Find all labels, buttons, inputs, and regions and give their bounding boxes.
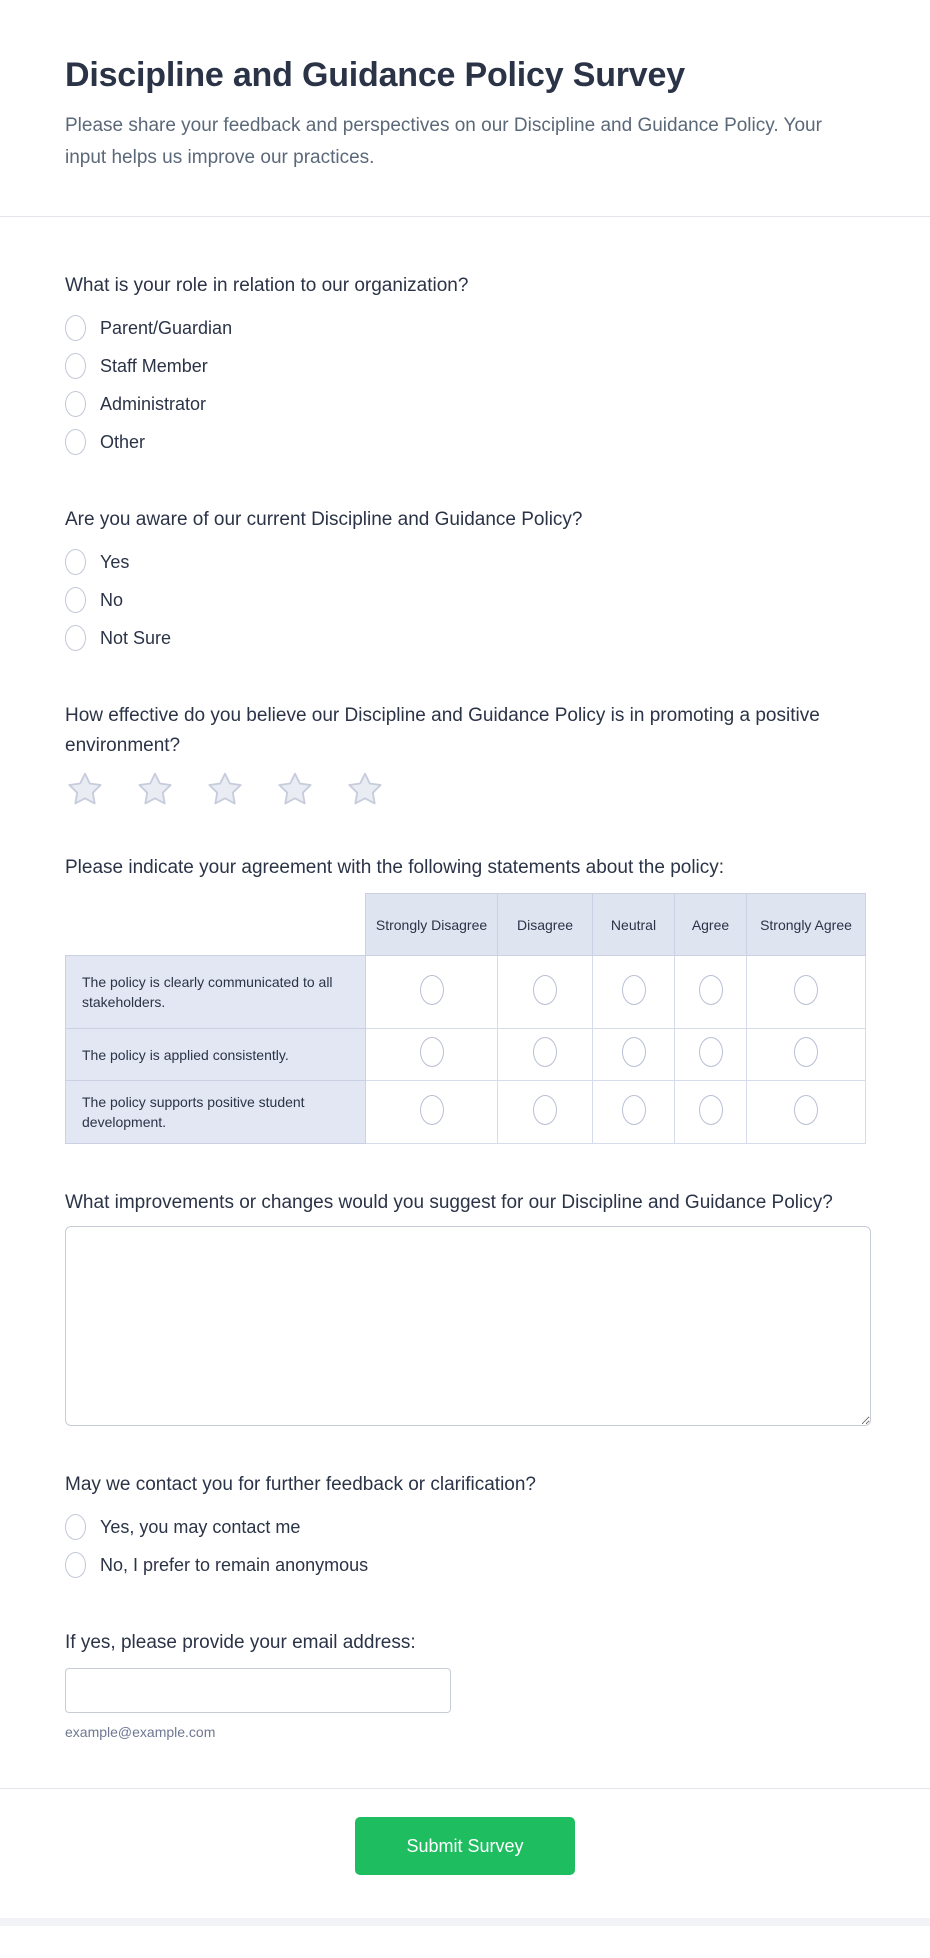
email-sublabel: example@example.com [65, 1724, 216, 1740]
matrix-cell [675, 956, 747, 1029]
matrix-cell [366, 1081, 498, 1144]
radio-option[interactable] [65, 385, 865, 423]
option-label: Parent/Guardian [100, 317, 233, 338]
matrix-radio-button[interactable] [420, 1037, 444, 1067]
bottom-strip [0, 1918, 930, 1926]
matrix-radio-button[interactable] [622, 1037, 646, 1067]
submit-section [0, 1789, 930, 1918]
matrix-cell [747, 956, 866, 1029]
matrix-cell [498, 1081, 593, 1144]
matrix-column-header: Strongly Agree [747, 894, 866, 956]
radio-button[interactable] [65, 625, 86, 651]
submit-button[interactable]: Submit Survey [355, 1817, 575, 1875]
question-awareness [65, 505, 865, 657]
matrix-cell [747, 1029, 866, 1081]
question-improvements [65, 1188, 865, 1426]
radio-option[interactable] [65, 1546, 865, 1584]
suggestions-textarea[interactable] [65, 1226, 871, 1426]
radio-group-contact [65, 1508, 865, 1584]
matrix-radio-button[interactable] [794, 975, 818, 1005]
question-email [65, 1628, 865, 1741]
form-header [0, 0, 930, 216]
question-label: What improvements or changes would you suggest for our Discipline and Guidance Policy? [65, 1192, 833, 1213]
matrix-radio-button[interactable] [699, 975, 723, 1005]
matrix-radio-button[interactable] [420, 975, 444, 1005]
star-rating [65, 769, 865, 809]
radio-option[interactable] [65, 543, 865, 581]
radio-option[interactable] [65, 619, 865, 657]
question-label: Please indicate your agreement with the following statements about the policy: [65, 857, 725, 878]
matrix-cell [498, 956, 593, 1029]
matrix-radio-button[interactable] [622, 975, 646, 1005]
radio-button[interactable] [65, 1514, 86, 1540]
matrix-radio-button[interactable] [420, 1095, 444, 1125]
question-label: If yes, please provide your email address: [65, 1632, 416, 1653]
option-label: No [100, 589, 124, 610]
matrix-cell [366, 1029, 498, 1081]
matrix-radio-button[interactable] [622, 1095, 646, 1125]
matrix-radio-button[interactable] [794, 1037, 818, 1067]
matrix-column-header: Neutral [593, 894, 675, 956]
matrix-table [65, 893, 865, 1144]
question-agreement [65, 853, 865, 1144]
matrix-row-label: The policy is applied consistently. [66, 1029, 366, 1081]
radio-option[interactable] [65, 1508, 865, 1546]
question-role [65, 271, 865, 461]
matrix-cell [747, 1081, 866, 1144]
matrix-row-label: The policy supports positive student development. [66, 1081, 366, 1144]
matrix-radio-button[interactable] [533, 1095, 557, 1125]
radio-button[interactable] [65, 1552, 86, 1578]
matrix-cell [593, 956, 675, 1029]
matrix-cell [675, 1029, 747, 1081]
question-label: Are you aware of our current Discipline and Guidance Policy? [65, 509, 583, 530]
header-divider [0, 216, 930, 217]
matrix-radio-button[interactable] [699, 1037, 723, 1067]
matrix-cell [593, 1029, 675, 1081]
question-label: How effective do you believe our Discipline and Guidance Policy is in promoting a positive environment? [65, 705, 820, 756]
question-contact [65, 1470, 865, 1584]
matrix-row-label: The policy is clearly communicated to all stakeholders. [66, 956, 366, 1029]
radio-button[interactable] [65, 429, 86, 455]
matrix-column-header: Agree [675, 894, 747, 956]
matrix-radio-button[interactable] [533, 975, 557, 1005]
option-label: Other [100, 431, 146, 452]
radio-button[interactable] [65, 391, 86, 417]
matrix-column-header: Strongly Disagree [366, 894, 498, 956]
question-label: What is your role in relation to our organization? [65, 275, 469, 296]
radio-option[interactable] [65, 347, 865, 385]
page-title: Discipline and Guidance Policy Survey [65, 56, 685, 94]
email-input[interactable] [65, 1668, 451, 1713]
matrix-cell [593, 1081, 675, 1144]
option-label: Yes [100, 551, 130, 572]
radio-button[interactable] [65, 353, 86, 379]
radio-button[interactable] [65, 549, 86, 575]
option-label: Yes, you may contact me [100, 1516, 301, 1537]
matrix-column-header: Disagree [498, 894, 593, 956]
star-icon[interactable] [65, 769, 105, 809]
matrix-row [66, 1029, 866, 1081]
radio-option[interactable] [65, 309, 865, 347]
star-icon[interactable] [275, 769, 315, 809]
option-label: Not Sure [100, 627, 172, 648]
matrix-cell [366, 956, 498, 1029]
question-label: May we contact you for further feedback or clarification? [65, 1474, 537, 1495]
option-label: No, I prefer to remain anonymous [100, 1554, 369, 1575]
radio-button[interactable] [65, 315, 86, 341]
radio-group-role [65, 309, 865, 461]
matrix-corner-cell [66, 894, 366, 956]
option-label: Staff Member [100, 355, 208, 376]
question-effectiveness [65, 701, 865, 809]
radio-option[interactable] [65, 423, 865, 461]
matrix-row [66, 1081, 866, 1144]
matrix-row [66, 956, 866, 1029]
radio-group-awareness [65, 543, 865, 657]
star-icon[interactable] [135, 769, 175, 809]
form-subtitle: Please share your feedback and perspectives on our Discipline and Guidance Policy. Your input helps us improve our practices. [65, 115, 822, 168]
matrix-cell [675, 1081, 747, 1144]
form-body [0, 271, 930, 1788]
radio-option[interactable] [65, 581, 865, 619]
radio-button[interactable] [65, 587, 86, 613]
matrix-radio-button[interactable] [794, 1095, 818, 1125]
option-label: Administrator [100, 393, 207, 414]
matrix-radio-button[interactable] [699, 1095, 723, 1125]
matrix-cell [498, 1029, 593, 1081]
matrix-radio-button[interactable] [533, 1037, 557, 1067]
star-icon[interactable] [205, 769, 245, 809]
star-icon[interactable] [345, 769, 385, 809]
